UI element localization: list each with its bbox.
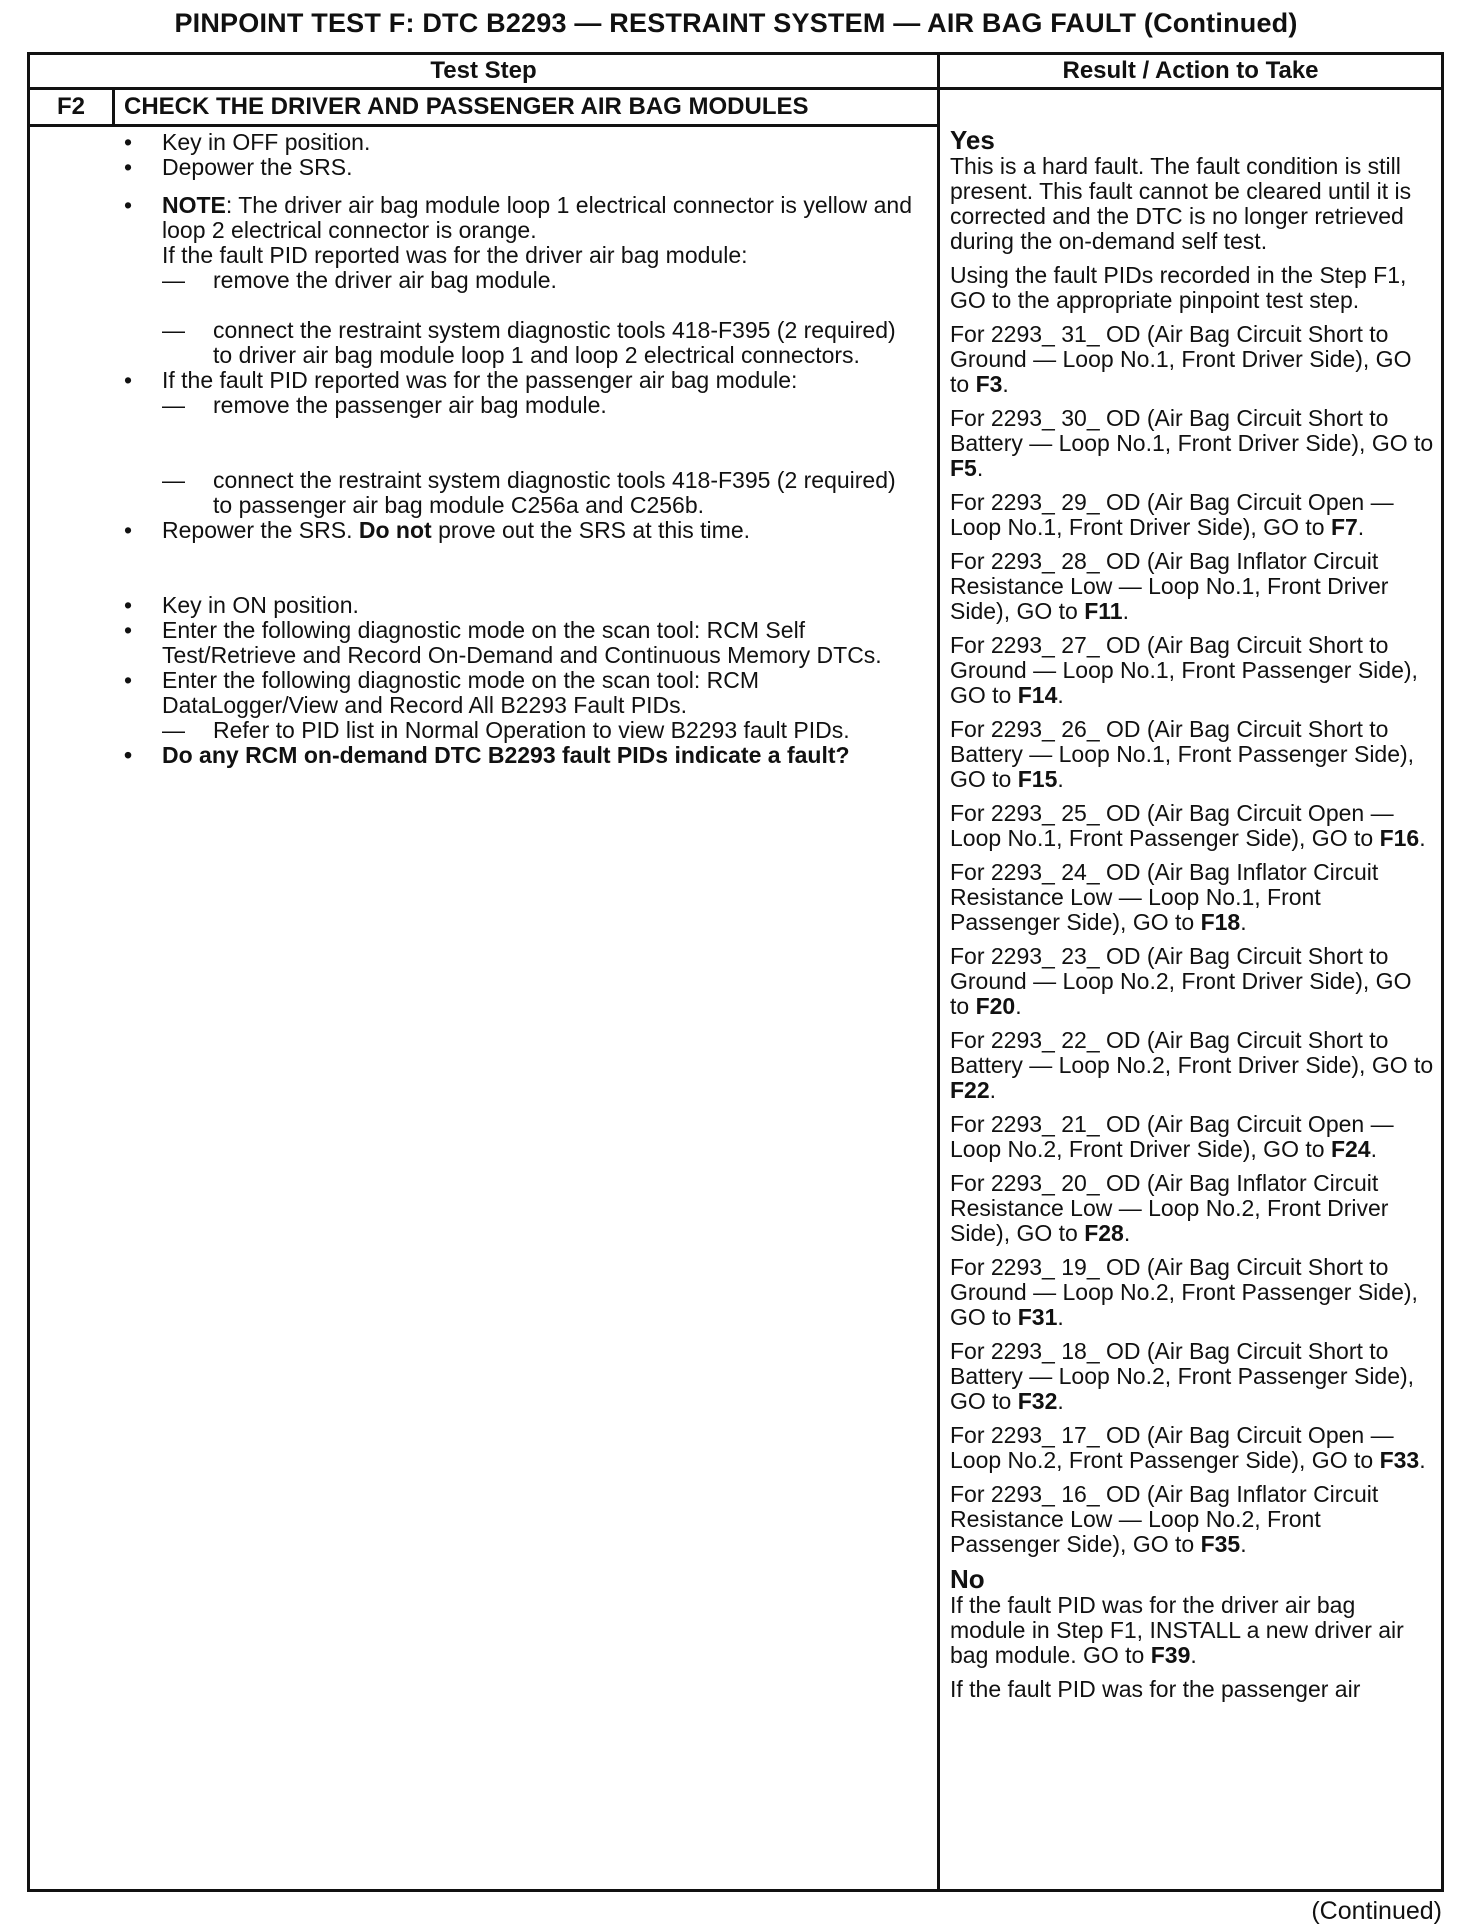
- step-text: remove the driver air bag module.: [213, 267, 557, 293]
- go-to-step: F39: [1150, 1642, 1191, 1668]
- test-step-content: [118, 130, 918, 768]
- step-text: Enter the following diagnostic mode on the scan tool: RCM DataLogger/View and Record All B2293 Fault PIDs.: [162, 667, 760, 718]
- list-item: [118, 618, 918, 668]
- result-item: [950, 717, 1435, 792]
- period: .: [1057, 682, 1064, 708]
- period: .: [1240, 909, 1247, 935]
- list-item: [118, 668, 918, 718]
- bullet-marker: •: [124, 129, 133, 155]
- go-to-step: F14: [1017, 682, 1058, 708]
- result-text: Using the fault PIDs recorded in the Step F1, GO to the appropriate pinpoint test step.: [950, 262, 1407, 313]
- step-id: F2: [56, 93, 85, 120]
- step-id-divider: [112, 87, 115, 127]
- sub-item: [118, 718, 918, 743]
- period: .: [1123, 1220, 1131, 1246]
- result-item: [950, 322, 1435, 397]
- dash-marker: —: [162, 467, 185, 493]
- test-step-header: Test Step: [430, 57, 537, 84]
- result-item: [950, 860, 1435, 935]
- dash-marker: —: [162, 317, 185, 343]
- result-text: This is a hard fault. The fault condition is still present. This fault cannot be cleared until it is corrected and the DTC is no longer retrieved during the on-demand self test.: [950, 153, 1412, 254]
- go-to-step: F3: [975, 371, 1003, 397]
- dash-marker: —: [162, 717, 185, 743]
- bullet-marker: •: [124, 592, 133, 618]
- result-item-text: For 2293_ 24_ OD (Air Bag Inflator Circuit Resistance Low — Loop No.1, Front Passenger Side), GO to: [950, 859, 1379, 935]
- bullet-marker: •: [124, 617, 133, 643]
- go-to-step: F28: [1084, 1220, 1124, 1246]
- sub-item: [118, 268, 918, 293]
- result-item: [950, 1112, 1435, 1162]
- list-item: [118, 130, 918, 155]
- result-item: [950, 633, 1435, 708]
- list-item: [118, 743, 918, 768]
- result-item-text: For 2293_ 23_ OD (Air Bag Circuit Short to Ground — Loop No.2, Front Driver Side), GO to: [950, 943, 1412, 1019]
- period: .: [1190, 1642, 1197, 1668]
- period: .: [1240, 1531, 1247, 1557]
- step-title-divider: [27, 124, 940, 127]
- period: .: [1370, 1136, 1377, 1162]
- step-text: If the fault PID reported was for the driver air bag module:: [162, 242, 748, 268]
- period: .: [1357, 514, 1365, 540]
- step-text: Enter the following diagnostic mode on the scan tool: RCM Self Test/Retrieve and Record On-Demand and Continuous Memory DTCs.: [162, 617, 882, 668]
- step-text: Refer to PID list in Normal Operation to view B2293 fault PIDs.: [213, 717, 850, 743]
- step-title: CHECK THE DRIVER AND PASSENGER AIR BAG MODULES: [124, 93, 809, 120]
- step-text: Key in ON position.: [162, 592, 359, 618]
- go-to-step: F5: [950, 455, 977, 481]
- go-to-step: F24: [1330, 1136, 1371, 1162]
- note-label: NOTE: [162, 192, 226, 218]
- step-text: Repower the SRS.: [162, 517, 359, 543]
- no-heading: No: [950, 1564, 985, 1594]
- yes-heading: Yes: [950, 125, 995, 155]
- result-item-text: For 2293_ 30_ OD (Air Bag Circuit Short to Battery — Loop No.1, Front Driver Side), GO to: [950, 405, 1434, 456]
- result-item-text: For 2293_ 29_ OD (Air Bag Circuit Open — Loop No.1, Front Driver Side), GO to: [950, 489, 1394, 540]
- result-item: [950, 1171, 1435, 1246]
- page-title: PINPOINT TEST F: DTC B2293 — RESTRAINT SYSTEM — AIR BAG FAULT (Continued): [174, 8, 1298, 38]
- period: .: [1015, 993, 1022, 1019]
- list-item: [118, 593, 918, 618]
- result-list: [950, 322, 1435, 1557]
- result-text-part: If the fault PID was for the driver air bag module in Step F1, INSTALL a new driver air bag module. GO to: [950, 1592, 1404, 1668]
- result-item: [950, 406, 1435, 481]
- result-item-text: For 2293_ 21_ OD (Air Bag Circuit Open — Loop No.2, Front Driver Side), GO to: [950, 1111, 1394, 1162]
- result-content: [950, 127, 1435, 1702]
- list-item: [118, 193, 918, 243]
- go-to-step: F22: [950, 1077, 990, 1103]
- go-to-step: F33: [1379, 1447, 1420, 1473]
- bullet-marker: •: [124, 517, 133, 543]
- step-text: connect the restraint system diagnostic tools 418-F395 (2 required) to passenger air bag module C256a and C256b.: [213, 467, 896, 518]
- result-item: [950, 944, 1435, 1019]
- bullet-marker: •: [124, 742, 133, 768]
- result-item: [950, 490, 1435, 540]
- result-header: Result / Action to Take: [1062, 57, 1319, 84]
- go-to-step: F18: [1200, 909, 1241, 935]
- go-to-step: F31: [1017, 1304, 1058, 1330]
- sub-item: [118, 318, 918, 368]
- bullet-marker: •: [124, 154, 133, 180]
- result-item-text: For 2293_ 25_ OD (Air Bag Circuit Open — Loop No.1, Front Passenger Side), GO to: [950, 800, 1394, 851]
- go-to-step: F7: [1330, 514, 1358, 540]
- list-item: [118, 155, 918, 180]
- go-to-step: F32: [1017, 1388, 1058, 1414]
- result-item-text: For 2293_ 31_ OD (Air Bag Circuit Short to Ground — Loop No.1, Front Driver Side), GO to: [950, 321, 1412, 397]
- result-item: [950, 549, 1435, 624]
- period: .: [1002, 371, 1009, 397]
- step-text: Key in OFF position.: [162, 129, 371, 155]
- result-item-text: For 2293_ 17_ OD (Air Bag Circuit Open — Loop No.2, Front Passenger Side), GO to: [950, 1422, 1394, 1473]
- sub-item: [118, 468, 918, 518]
- result-item: [950, 1339, 1435, 1414]
- question-text: Do any RCM on-demand DTC B2293 fault PIDs indicate a fault?: [162, 742, 850, 768]
- bullet-marker: •: [124, 192, 133, 218]
- result-text: [950, 1593, 1435, 1668]
- period: .: [1057, 1304, 1064, 1330]
- bullet-marker: •: [124, 667, 133, 693]
- period: .: [976, 455, 984, 481]
- go-to-step: F15: [1017, 766, 1058, 792]
- dash-marker: —: [162, 392, 185, 418]
- emphasis-text: Do not: [358, 517, 432, 543]
- step-text: prove out the SRS at this time.: [431, 517, 751, 543]
- result-item-text: For 2293_ 20_ OD (Air Bag Inflator Circuit Resistance Low — Loop No.2, Front Driver Side), GO to: [950, 1170, 1389, 1246]
- go-to-step: F11: [1084, 598, 1123, 624]
- period: .: [1122, 598, 1129, 624]
- continued-label: (Continued): [1311, 1897, 1442, 1925]
- go-to-step: F20: [975, 993, 1016, 1019]
- go-to-step: F35: [1200, 1531, 1241, 1557]
- result-item-text: For 2293_ 16_ OD (Air Bag Inflator Circuit Resistance Low — Loop No.2, Front Passenger Side), GO to: [950, 1481, 1379, 1557]
- result-item-text: For 2293_ 26_ OD (Air Bag Circuit Short to Battery — Loop No.1, Front Passenger Side), GO to: [950, 716, 1415, 792]
- result-item: [950, 1482, 1435, 1557]
- result-item-text: For 2293_ 19_ OD (Air Bag Circuit Short to Ground — Loop No.2, Front Passenger Side), GO to: [950, 1254, 1418, 1330]
- step-text: remove the passenger air bag module.: [213, 392, 607, 418]
- list-item: [118, 518, 918, 543]
- period: .: [1419, 1447, 1426, 1473]
- result-item-text: For 2293_ 22_ OD (Air Bag Circuit Short to Battery — Loop No.2, Front Driver Side), GO to: [950, 1027, 1434, 1078]
- step-text: Depower the SRS.: [162, 154, 353, 180]
- result-item: [950, 801, 1435, 851]
- step-text: connect the restraint system diagnostic tools 418-F395 (2 required) to driver air bag module loop 1 and loop 2 electrical connectors.: [213, 317, 896, 368]
- bullet-marker: •: [124, 367, 133, 393]
- result-item: [950, 1423, 1435, 1473]
- period: .: [1057, 766, 1064, 792]
- period: .: [1419, 825, 1426, 851]
- period: .: [989, 1077, 997, 1103]
- result-item: [950, 1028, 1435, 1103]
- result-item-text: For 2293_ 18_ OD (Air Bag Circuit Short to Battery — Loop No.2, Front Passenger Side), GO to: [950, 1338, 1415, 1414]
- result-item-text: For 2293_ 28_ OD (Air Bag Inflator Circuit Resistance Low — Loop No.1, Front Driver Side), GO to: [950, 548, 1389, 624]
- result-text: If the fault PID was for the passenger air: [950, 1676, 1361, 1702]
- dash-marker: —: [162, 267, 185, 293]
- result-item-text: For 2293_ 27_ OD (Air Bag Circuit Short to Ground — Loop No.1, Front Passenger Side), GO to: [950, 632, 1418, 708]
- list-item: [118, 368, 918, 393]
- step-text: If the fault PID reported was for the passenger air bag module:: [162, 367, 798, 393]
- step-text: : The driver air bag module loop 1 electrical connector is yellow and loop 2 electrical connector is orange.: [162, 192, 912, 243]
- go-to-step: F16: [1379, 825, 1420, 851]
- sub-item: [118, 393, 918, 418]
- period: .: [1057, 1388, 1064, 1414]
- column-divider: [937, 52, 940, 1892]
- result-item: [950, 1255, 1435, 1330]
